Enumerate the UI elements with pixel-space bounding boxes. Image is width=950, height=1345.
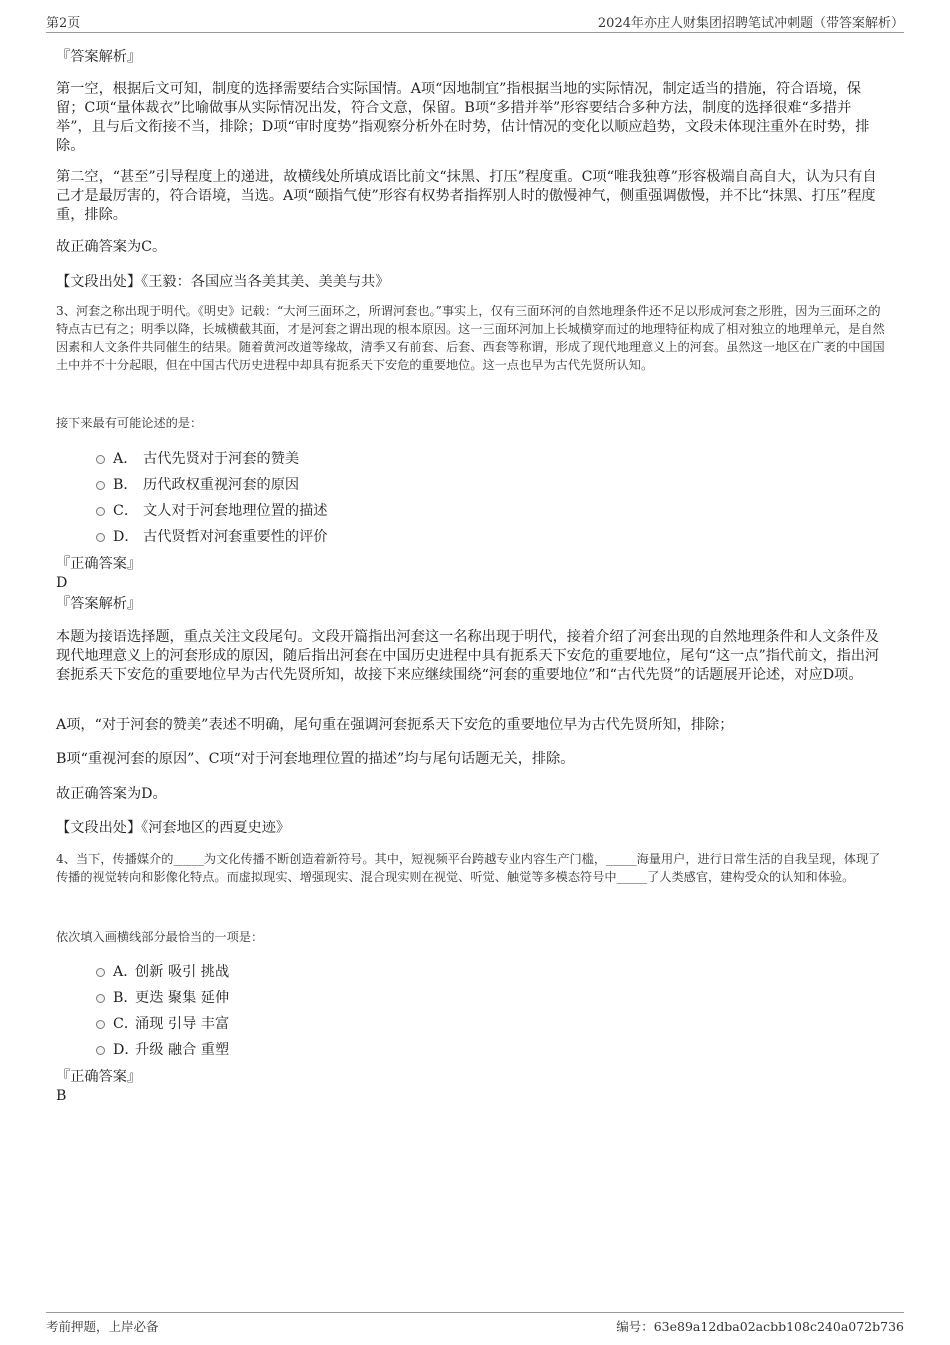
q3-conclusion: 故正确答案为D。 xyxy=(56,786,167,802)
radio-icon[interactable] xyxy=(96,1020,105,1029)
q3-analysis-para1: 本题为接语选择题，重点关注文段尾句。文段开篇指出河套这一名称出现于明代，接着介绍了河套出现的自然地理条件和人文条件及现代地理意义上的河套形成的原因，随后指出河套在中国历史进程中具有扼系天下安危的重要地位，尾句“这一点”指代前文，指出河套扼系天下安危的重要地位早为古代先贤所知，故接下来应继续围绕“河套的重要地位”和“古代先贤”的话题展开论述，对应D项。 xyxy=(56,629,880,683)
q4-prompt: 依次填入画横线部分最恰当的一项是： xyxy=(56,930,264,944)
q4-option-b[interactable]: B． 更迭 聚集 延伸 xyxy=(96,989,229,1008)
radio-icon[interactable] xyxy=(96,968,105,977)
q3-option-d[interactable]: D． 古代贤哲对河套重要性的评价 xyxy=(96,528,327,547)
q4-stem: 4、当下，传播媒介的_____为文化传播不断创造着新符号。其中，短视频平台跨越专业内容生产门槛，_____海量用户，进行日常生活的自我呈现，体现了传播的视觉转向和影像化特点。而虚拟现实、增强现实、混合现实则在视觉、听觉、触觉等多模态符号中_____了人类感官，建构受众的认知和体验。 xyxy=(56,852,881,884)
document-id: 编号：63e89a12dba02acbb108c240a072b736 xyxy=(616,1319,904,1334)
radio-icon[interactable] xyxy=(96,1046,105,1055)
q3-answer: D xyxy=(56,575,68,591)
q2-conclusion: 故正确答案为C。 xyxy=(56,239,167,255)
q2-analysis-para2: 第二空，“甚至”引导程度上的递进，故横线处所填成语比前文“抹黑、打压”程度重。C项“唯我独尊”形容极端自高自大，认为只有自己才是最厉害的，符合语境，当选。A项“颐指气使”形容有权势者指挥别人时的傲慢神气，侧重强调傲慢，并不比“抹黑、打压”程度重，排除。 xyxy=(56,169,877,223)
page-number: 第2页 xyxy=(46,16,81,31)
q2-analysis-title: 『答案解析』 xyxy=(56,49,142,65)
q3-prompt: 接下来最有可能论述的是： xyxy=(56,416,203,430)
radio-icon[interactable] xyxy=(96,481,105,490)
q4-option-d[interactable]: D． 升级 融合 重塑 xyxy=(96,1041,229,1060)
q3-analysis-title: 『答案解析』 xyxy=(56,596,142,612)
q3-option-b[interactable]: B． 历代政权重视河套的原因 xyxy=(96,476,299,495)
q3-analysis-para3: B项“重视河套的原因”、C项“对于河套地理位置的描述”均与尾句话题无关，排除。 xyxy=(56,751,575,767)
radio-icon[interactable] xyxy=(96,533,105,542)
radio-icon[interactable] xyxy=(96,507,105,516)
q3-source: 【文段出处】《河套地区的西夏史迹》 xyxy=(56,820,291,836)
q4-option-c[interactable]: C． 涌现 引导 丰富 xyxy=(96,1015,229,1034)
footer-slogan: 考前押题，上岸必备 xyxy=(46,1319,159,1334)
radio-icon[interactable] xyxy=(96,455,105,464)
page-header xyxy=(46,12,904,33)
q2-source: 【文段出处】《王毅：各国应当各美其美、美美与共》 xyxy=(56,274,390,290)
q4-option-a[interactable]: A． 创新 吸引 挑战 xyxy=(96,963,229,982)
q3-option-a[interactable]: A． 古代先贤对于河套的赞美 xyxy=(96,450,299,469)
q3-answer-title: 『正确答案』 xyxy=(56,556,142,572)
q3-stem: 3、河套之称出现于明代。《明史》记载：“大河三面环之，所谓河套也。”事实上，仅有三面环河的自然地理条件还不足以形成河套之形胜，因为三面环之的特点古已有之；明季以降，长城横截其面，才是河套之谓出现的根本原因。这一三面环河加上长城横穿而过的地理特征构成了相对独立的地理单元，是自然因素和人文条件共同催生的结果。随着黄河改道等缘故，清季又有前套、后套、西套等称谓，形成了现代地理意义上的河套。虽然这一地区在广袤的中国国土中并不十分起眼，但在中国古代历史进程中却具有扼系天下安危的重要地位。这一点也早为古代先贤所认知。 xyxy=(56,304,885,372)
q3-analysis-para2: A项，“对于河套的赞美”表述不明确，尾句重在强调河套扼系天下安危的重要地位早为古代先贤所知，排除； xyxy=(56,717,734,733)
radio-icon[interactable] xyxy=(96,994,105,1003)
q3-option-c[interactable]: C． 文人对于河套地理位置的描述 xyxy=(96,502,327,521)
q2-analysis-para1: 第一空，根据后文可知，制度的选择需要结合实际国情。A项“因地制宜”指根据当地的实际情况，制定适当的措施，符合语境，保留；C项“量体裁衣”比喻做事从实际情况出发，符合文意，保留。B项“多措并举”形容要结合多种方法，制度的选择很难“多措并举”，且与后文衔接不当，排除；D项“审时度势”指观察分析外在时势，估计情况的变化以顺应趋势，文段未体现注重外在时势，排除。 xyxy=(56,81,870,154)
page-footer xyxy=(46,1312,904,1335)
q4-answer-title: 『正确答案』 xyxy=(56,1069,142,1085)
q4-answer: B xyxy=(56,1088,67,1104)
document-title: 2024年亦庄人财集团招聘笔试冲刺题（带答案解析） xyxy=(597,16,904,31)
